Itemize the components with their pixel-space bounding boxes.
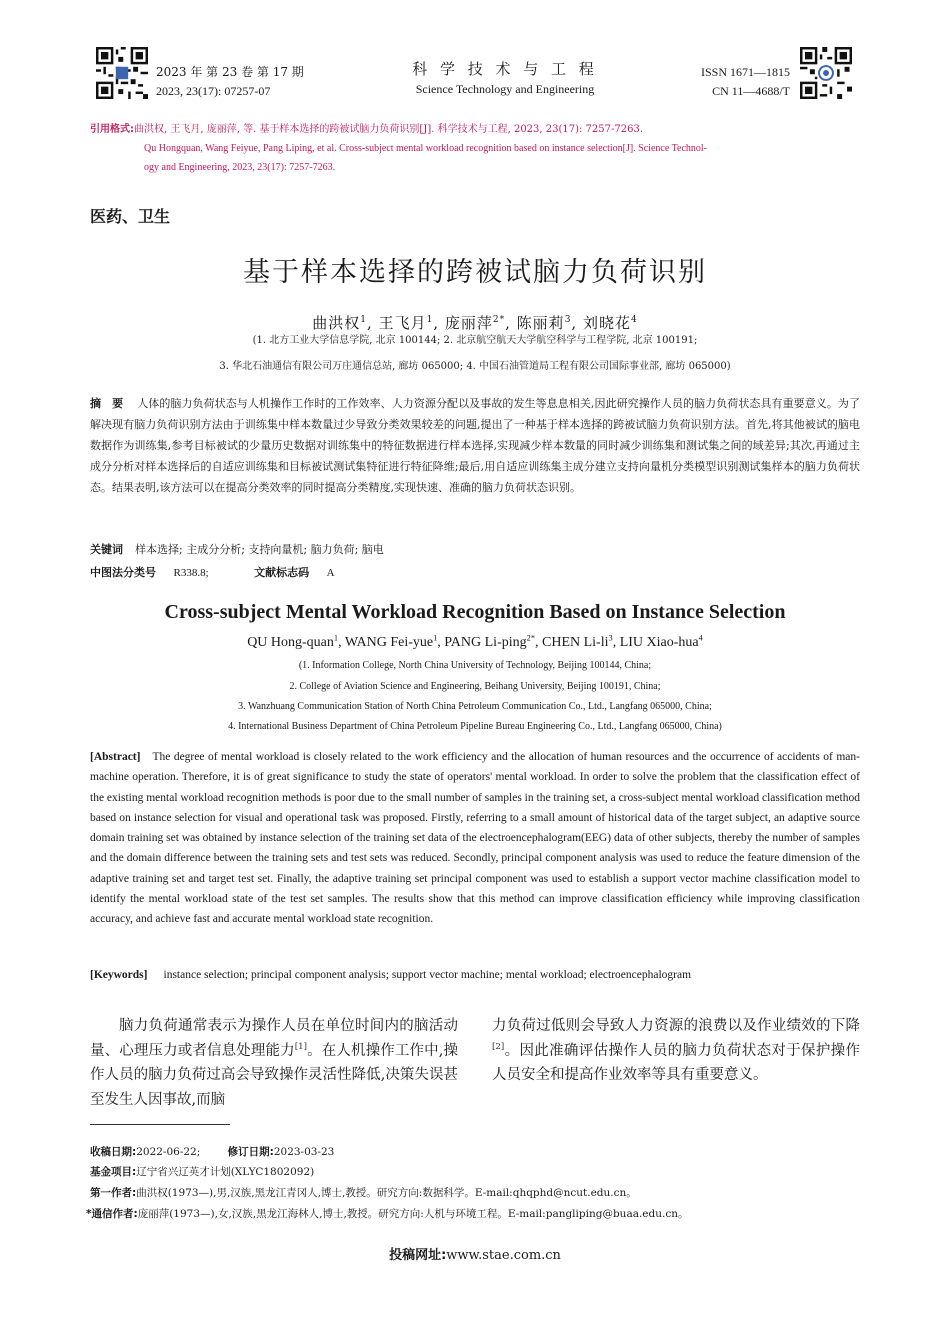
footnote-first-author: 第一作者:曲洪权(1973—),男,汉族,黑龙江青冈人,博士,教授。研究方向:数据科学。E-mail:qhqphd@ncut.edu.cn。 bbox=[90, 1187, 637, 1199]
title-en: Cross-subject Mental Workload Recognition Based on Instance Selection bbox=[164, 601, 786, 623]
body-column-right: 力负荷过低则会导致人力资源的浪费以及作业绩效的下降[2]。因此准确评估操作人员的脑力负荷状态对于保护操作人员安全和提高作业效率等具有重要意义。 bbox=[492, 1018, 860, 1083]
abstract-cn-text: 人体的脑力负荷状态与人机操作工作时的工作效率、人力资源分配以及事故的发生等息息相关,因此研究操作人员的脑力负荷状态具有重要意义。为了解决现有脑力负荷识别方法由于训练集中样本数量过少导致分类效果较差的问题,提出了一种基于样本选择的跨被试脑力负荷识别方法。首先,将其他被试的脑电数据作为训练集,参考目标被试的少量历史数据对训练集中的特征数据进行样本选择,实现减少样本数量的同时减少训练集和测试集之间的域差异;其次,再通过主成分分析对样本选择后的自适应训练集和目标被试测试集特征进行特征降维;最后,用自适应训练集主成分建立支持向量机分类模型识别测试集样本的脑力负荷状态。结果表明,该方法可以在提高分类效率的同时提高分类精度,实现快速、准确的脑力负荷状态识别。 bbox=[90, 397, 860, 494]
affiliations-cn-line1: (1. 北方工业大学信息学院, 北京 100144; 2. 北京航空航天大学航空科学与工程学院, 北京 100191; bbox=[252, 335, 698, 346]
affiliations-cn-line2: 3. 华北石油通信有限公司万庄通信总站, 廊坊 065000; 4. 中国石油管道局工程有限公司国际事业部, 廊坊 065000) bbox=[219, 361, 731, 372]
reference-2[interactable]: [2] bbox=[492, 1041, 505, 1052]
affiliations-en-line4: 4. International Business Department of China Petroleum Pipeline Bureau Engineering Co., Ltd., Langfang 065000, China) bbox=[228, 721, 722, 732]
submission-link[interactable]: www.stae.com.cn bbox=[446, 1248, 561, 1263]
clc-value: R338.8; bbox=[173, 567, 209, 579]
footnote-fund: 基金项目:辽宁省兴辽英才计划(XLYC1802092) bbox=[90, 1166, 315, 1178]
reference-1[interactable]: [1] bbox=[294, 1041, 308, 1052]
citation-en-line1: Qu Hongquan, Wang Feiyue, Pang Liping, et al. Cross-subject mental workload recognition based on instance selection[J]. Science Technol- bbox=[144, 143, 707, 154]
keywords-cn-label: 关键词 bbox=[90, 543, 123, 556]
keywords-cn-text: 样本选择; 主成分分析; 支持向量机; 脑力负荷; 脑电 bbox=[135, 543, 384, 556]
authors-cn: 曲洪权$^1$, 王飞月$^1$, 庞丽萍$^{2*}$, 陈丽莉$^3$, 刘晓花$^4$ bbox=[312, 314, 638, 332]
abstract-en-text: The degree of mental workload is closely related to the work efficiency and the allocation of human resources and the occurrence of accidents of man-machine operation. Therefore, it is of great significance to study the state of operators' mental workload. In order to solve the problem that the classification effect of the existing mental workload recognition methods is poor due to the small number of samples in the training set, a cross-subject mental workload classification method based on instance selection for visual and operational task was proposed. Firstly, referring to a small amount of historical data of the target subject, an adaptive source domain training set was obtained by instance selection of the training set data of the electroencephalogram(EEG) data of other subjects, thereby the number of samples and the domain difference between the training sets and test sets was reduced. Secondly, principal component analysis was used to reduce the feature dimension of the adaptive training set and target test set. Finally, the adaptive training set principal component was used to establish a support vector machine classification model to identify the mental workload state of the test set samples. The results show that this method can improve classification efficiency while improving classification accuracy, and achieve fast and accurate mental workload state recognition. bbox=[90, 751, 861, 926]
citation-block bbox=[90, 120, 860, 177]
keywords-en-text: instance selection; principal component analysis; support vector machine; mental workload; electroencephalogram bbox=[163, 969, 692, 981]
cn-number: CN 11—4688/T bbox=[712, 84, 790, 98]
authors-en: QU Hong-quan$^1$, WANG Fei-yue$^1$, PANG Li-ping$^{2*}$, CHEN $Li-li^3$, LIU Xiao-hua$^4$ bbox=[247, 633, 703, 650]
submission-url: 投稿网址:www.stae.com.cn bbox=[389, 1248, 561, 1263]
keywords-en-label: [Keywords] bbox=[90, 969, 148, 981]
keywords-en bbox=[90, 969, 691, 981]
citation-label: 引用格式: bbox=[90, 124, 134, 135]
abstract-en bbox=[90, 747, 860, 930]
journal-name-cn: 科 学 技 术 与 工 程 bbox=[412, 60, 598, 78]
section-category: 医药、卫生 bbox=[90, 207, 171, 226]
keywords-cn bbox=[90, 541, 384, 557]
clc-label: 中图法分类号 bbox=[90, 566, 156, 579]
qr-code-left-icon bbox=[96, 47, 148, 99]
journal-name-en: Science Technology and Engineering bbox=[415, 82, 595, 96]
affiliations-en-line1: (1. Information College, North China University of Technology, Beijing 100144, China; bbox=[298, 660, 652, 671]
issn: ISSN 1671—1815 bbox=[700, 65, 790, 79]
doc-code-label: 文献标志码 bbox=[254, 566, 310, 579]
classification bbox=[90, 564, 335, 580]
abstract-cn bbox=[90, 393, 860, 498]
abstract-cn-label: 摘 要 bbox=[90, 397, 124, 410]
citation-en-line2: ogy and Engineering, 2023, 23(17): 7257-7263. bbox=[144, 162, 336, 173]
journal-issue-number: 2023, 23(17): 07257-07 bbox=[156, 84, 271, 98]
body-column-left: 脑力负荷通常表示为操作人员在单位时间内的脑活动量、心理压力或者信息处理能力[1]。在人机操作工作中,操作人员的脑力负荷过高会导致操作灵活性降低,决策失误甚至发生人因事故,而脑 bbox=[90, 1018, 459, 1108]
abstract-en-label: [Abstract] bbox=[90, 751, 141, 763]
doc-code-value: A bbox=[326, 567, 335, 579]
affiliations-en-line3: 3. Wanzhuang Communication Station of North China Petroleum Communication Co., Ltd., Langfang 065000, China; bbox=[238, 701, 712, 712]
footnote-corresponding-author: *通信作者:庞丽萍(1973—),女,汉族,黑龙江海林人,博士,教授。研究方向:人机与环境工程。E-mail:pangliping@buaa.edu.cn。 bbox=[86, 1208, 689, 1220]
affiliations-en-line2: 2. College of Aviation Science and Engineering, Beihang University, Beijing 100191, China; bbox=[289, 681, 661, 692]
footnote-dates: 收稿日期:2022-06-22; 修订日期:2023-03-23 bbox=[90, 1146, 335, 1158]
footnote-divider bbox=[90, 1124, 230, 1125]
qr-code-right-icon bbox=[800, 47, 852, 99]
page-title: 基于样本选择的跨被试脑力负荷识别 bbox=[243, 257, 707, 288]
journal-issue-cn: 2023 年 第 23 卷 第 17 期 bbox=[156, 65, 304, 79]
citation-cn: 曲洪权, 王飞月, 庞丽萍, 等. 基于样本选择的跨被试脑力负荷识别[J]. 科学技术与工程, 2023, 23(17): 7257-7263. bbox=[134, 124, 644, 135]
